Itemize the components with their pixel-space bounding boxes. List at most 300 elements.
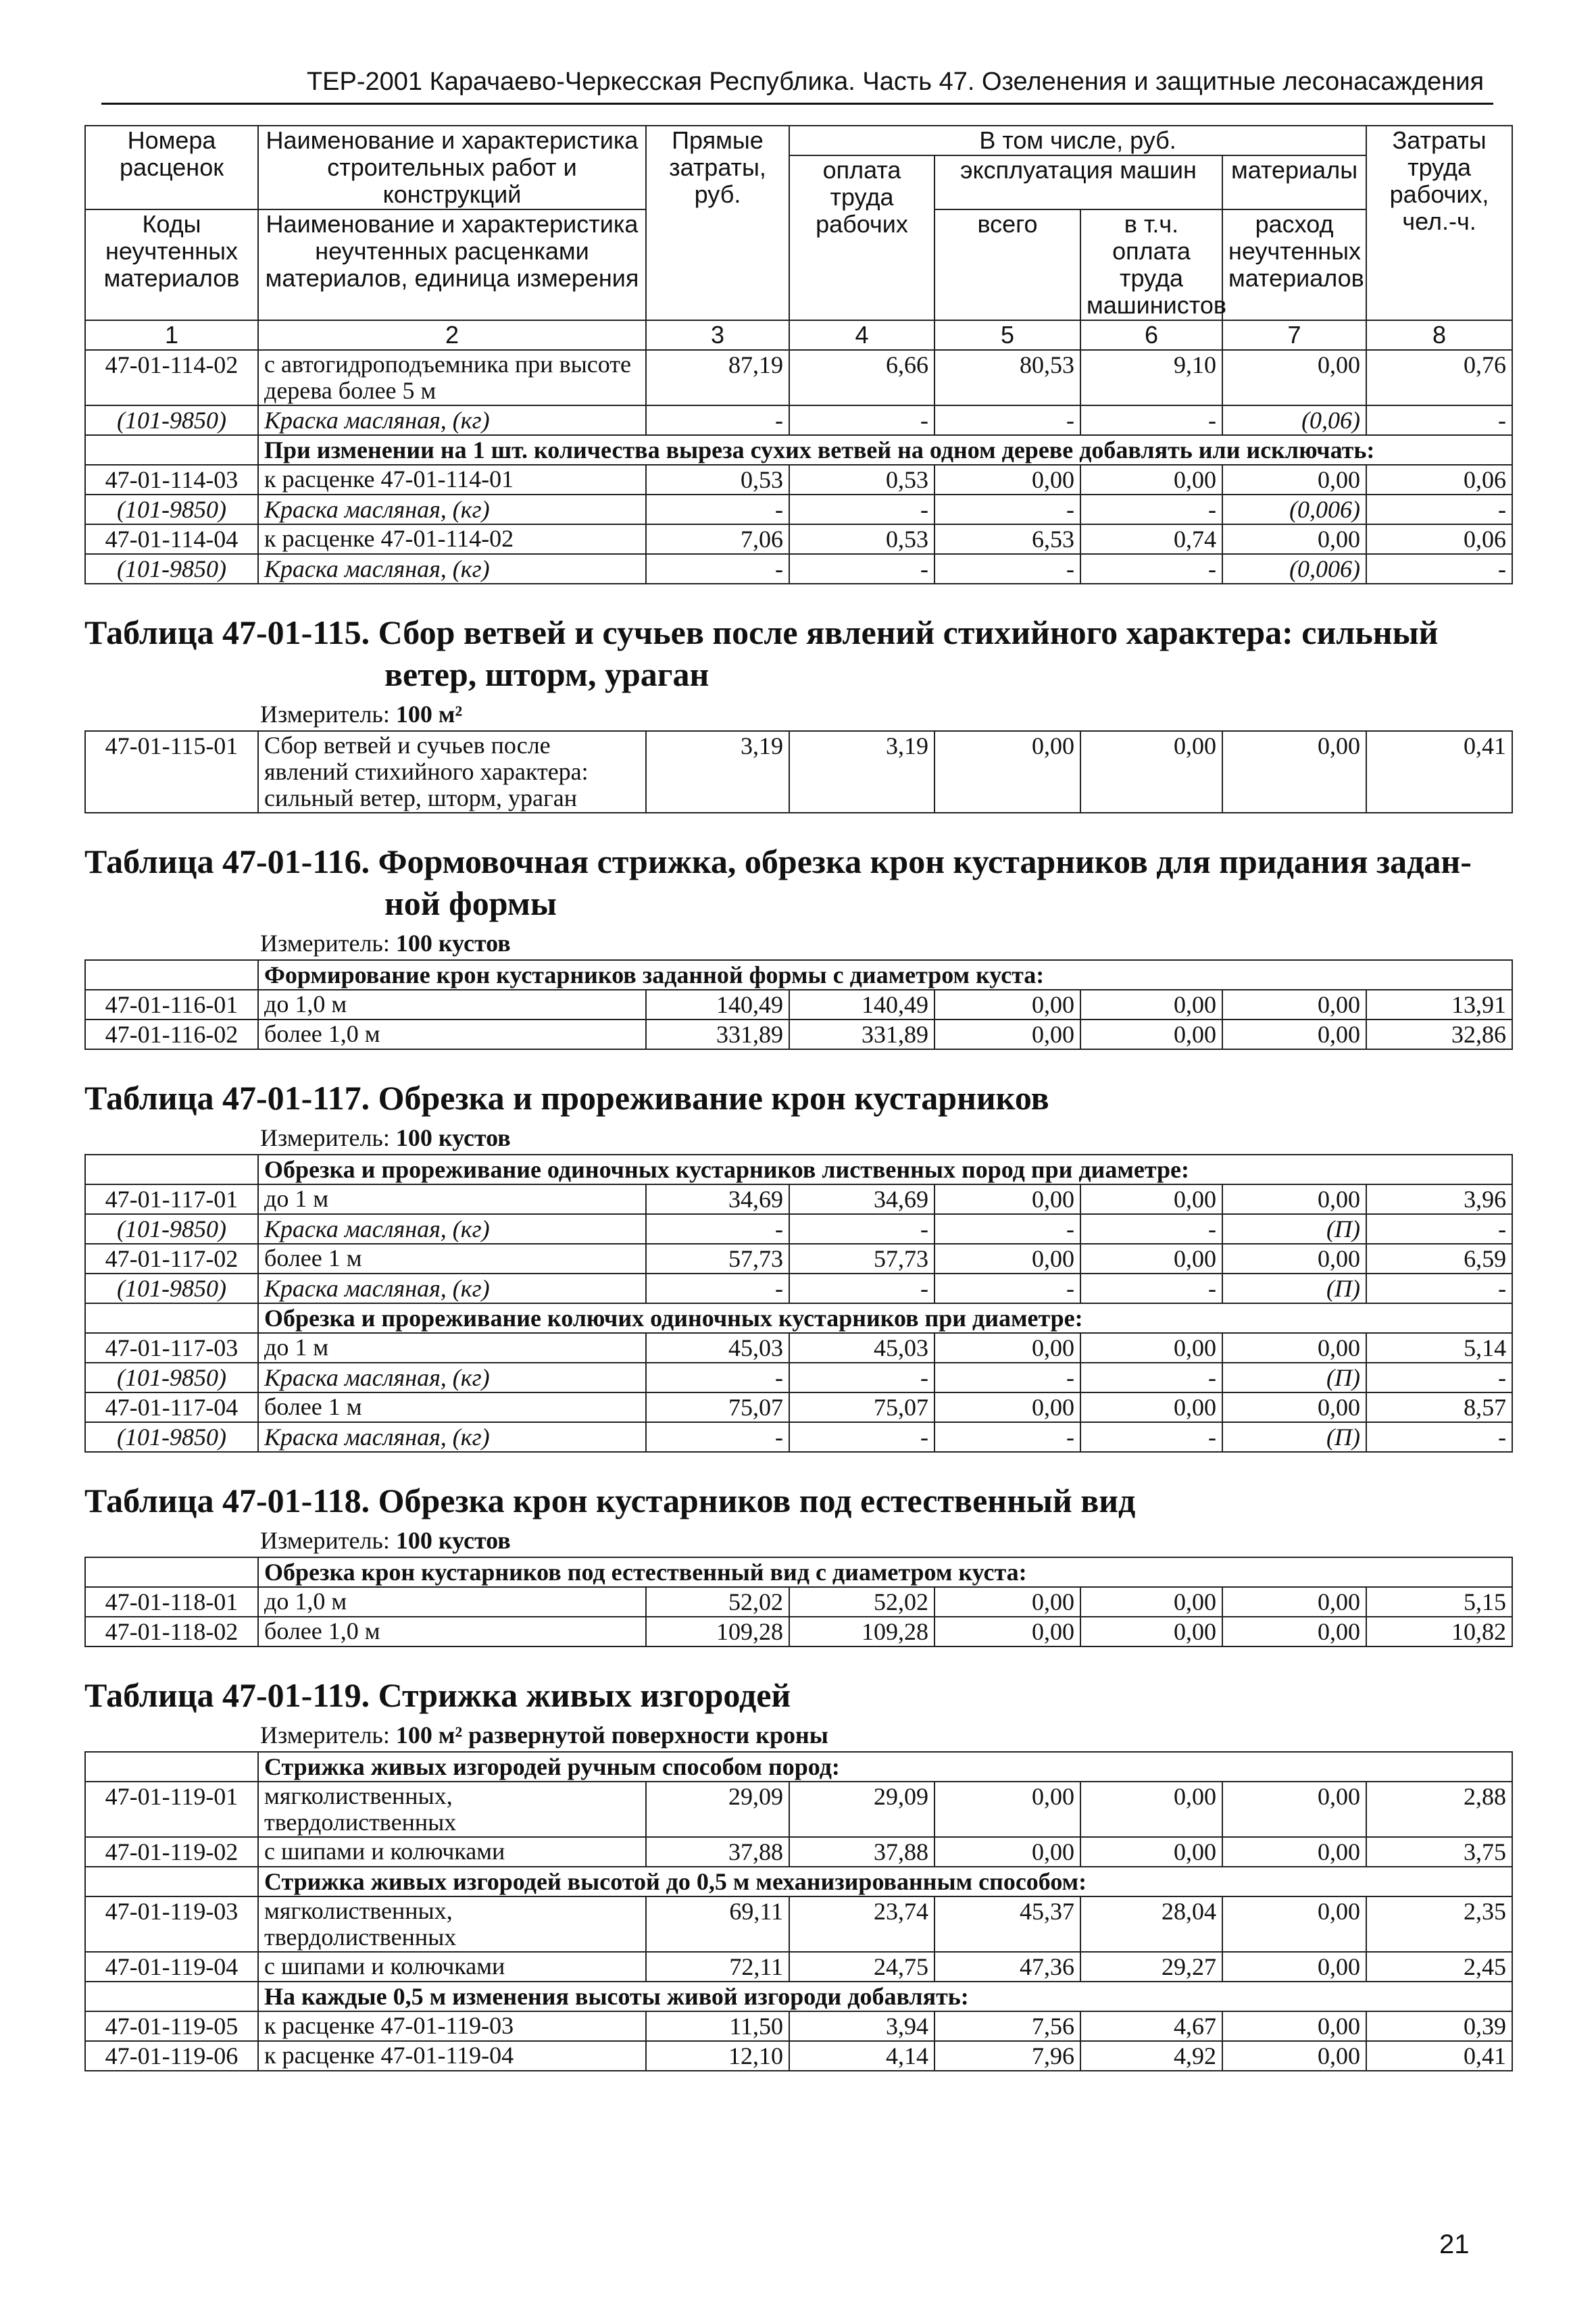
rate-value: 0,00 (1222, 1896, 1366, 1952)
material-value: - (1366, 1274, 1512, 1303)
rate-code: 47-01-114-04 (85, 524, 258, 554)
section-title (84, 840, 1512, 924)
rates-table-t118 (84, 1557, 1513, 1647)
rate-value: 57,73 (789, 1244, 934, 1274)
rate-value: 37,88 (789, 1837, 934, 1867)
rate-value: 0,00 (1080, 465, 1222, 495)
subheading-row (85, 1303, 1512, 1333)
rate-value: 11,50 (646, 2011, 789, 2041)
rate-value: 109,28 (789, 1617, 934, 1646)
rate-value: 80,53 (934, 350, 1080, 405)
rate-value: 87,19 (646, 350, 789, 405)
rate-value: 7,96 (934, 2041, 1080, 2071)
rate-code: 47-01-117-03 (85, 1333, 258, 1363)
rate-value: 0,00 (1222, 1392, 1366, 1422)
subheading-row (85, 1155, 1512, 1184)
material-value: - (1080, 1422, 1222, 1452)
material-value: (0,006) (1222, 554, 1366, 584)
rate-row (85, 1617, 1512, 1646)
rate-name: более 1,0 м (258, 1617, 646, 1646)
rate-value: 0,00 (1080, 1837, 1222, 1867)
rate-value: 0,00 (1222, 731, 1366, 813)
rate-value: 24,75 (789, 1952, 934, 1982)
material-value: - (934, 405, 1080, 435)
rate-value: 34,69 (646, 1184, 789, 1214)
rate-value: 3,75 (1366, 1837, 1512, 1867)
meter-line (84, 1720, 1512, 1750)
rate-value: 0,53 (789, 524, 934, 554)
material-value: - (1080, 554, 1222, 584)
rate-value: 0,74 (1080, 524, 1222, 554)
material-value: - (789, 1274, 934, 1303)
rate-value: 0,00 (1080, 1587, 1222, 1617)
col1-header-a: Номера расценок (120, 126, 224, 181)
subheading: Обрезка и прореживание колючих одиночных кустарников при диаметре: (258, 1303, 1512, 1333)
subheading-spacer (85, 435, 258, 465)
material-value: - (1080, 1274, 1222, 1303)
material-value: - (1366, 1214, 1512, 1244)
material-name: Краска масляная, (кг) (258, 1363, 646, 1392)
subheading-spacer (85, 1557, 258, 1587)
rate-value: 7,06 (646, 524, 789, 554)
rate-value: 47,36 (934, 1952, 1080, 1982)
rate-code: 47-01-119-01 (85, 1782, 258, 1837)
rates-table-t119 (84, 1751, 1513, 2071)
subheading-spacer (85, 1303, 258, 1333)
header-rule (101, 103, 1493, 105)
material-name: Краска масляная, (кг) (258, 495, 646, 524)
rate-value: 10,82 (1366, 1617, 1512, 1646)
material-row (85, 554, 1512, 584)
col2-header-a: Наименование и характеристика строительных работ и конструкций (266, 126, 639, 208)
column-number: 6 (1080, 320, 1222, 350)
rate-name: к расценке 47-01-119-03 (258, 2011, 646, 2041)
rates-table-top (84, 125, 1513, 584)
rates-table-t116 (84, 959, 1513, 1050)
rate-code: 47-01-116-02 (85, 1020, 258, 1049)
meter-line (84, 699, 1512, 729)
subheading: На каждые 0,5 м изменения высоты живой изгороди добавлять: (258, 1982, 1512, 2011)
rate-code: 47-01-117-01 (85, 1184, 258, 1214)
meter-label: Измеритель: (260, 701, 396, 728)
rate-value: 331,89 (646, 1020, 789, 1049)
rate-value: 0,00 (934, 1333, 1080, 1363)
rate-value: 29,09 (789, 1782, 934, 1837)
sections (84, 611, 1512, 2071)
material-value: (П) (1222, 1274, 1366, 1303)
column-number: 5 (934, 320, 1080, 350)
material-code: (101-9850) (85, 495, 258, 524)
material-value: - (1080, 405, 1222, 435)
rate-value: 0,00 (934, 1587, 1080, 1617)
rate-value: 0,06 (1366, 465, 1512, 495)
material-row (85, 1363, 1512, 1392)
rate-row (85, 731, 1512, 813)
rate-row (85, 1837, 1512, 1867)
rate-value: 23,74 (789, 1896, 934, 1952)
column-number: 3 (646, 320, 789, 350)
material-value: - (789, 1363, 934, 1392)
rate-value: 45,37 (934, 1896, 1080, 1952)
meter-value: 100 кустов (395, 1124, 511, 1151)
rate-value: 109,28 (646, 1617, 789, 1646)
subheading-row (85, 960, 1512, 990)
section-title-line1: Таблица 47-01-119. Стрижка живых изгородей (84, 1676, 791, 1714)
rate-name: до 1 м (258, 1333, 646, 1363)
material-value: - (1366, 495, 1512, 524)
rate-value: 0,00 (1222, 350, 1366, 405)
column-header-row (85, 126, 1512, 155)
rate-value: 0,00 (1222, 1020, 1366, 1049)
rate-value: 4,14 (789, 2041, 934, 2071)
rate-row (85, 1184, 1512, 1214)
rate-value: 0,00 (934, 1782, 1080, 1837)
material-value: - (1366, 554, 1512, 584)
rate-value: 75,07 (646, 1392, 789, 1422)
rate-name: более 1 м (258, 1392, 646, 1422)
col8-header: Затраты труда рабочих, чел.-ч. (1366, 126, 1512, 320)
rate-value: 0,00 (934, 1837, 1080, 1867)
rate-value: 140,49 (646, 990, 789, 1020)
rate-value: 34,69 (789, 1184, 934, 1214)
material-name: Краска масляная, (кг) (258, 1422, 646, 1452)
materials-header: материалы (1222, 155, 1366, 209)
material-value: - (789, 495, 934, 524)
rate-code: 47-01-115-01 (85, 731, 258, 813)
section-t117 (84, 1077, 1512, 1453)
rate-name: более 1 м (258, 1244, 646, 1274)
meter-label: Измеритель: (260, 1527, 396, 1554)
subheading-spacer (85, 1752, 258, 1782)
rate-name: мягколиственных, твердолиственных (258, 1896, 646, 1952)
rate-value: 140,49 (789, 990, 934, 1020)
material-value: - (646, 1422, 789, 1452)
rate-value: 32,86 (1366, 1020, 1512, 1049)
subheading: При изменении на 1 шт. количества выреза сухих ветвей на одном дереве добавлять или исключать: (258, 435, 1512, 465)
meter-label: Измеритель: (260, 1124, 396, 1151)
column-number: 2 (258, 320, 646, 350)
material-name: Краска масляная, (кг) (258, 1214, 646, 1244)
meter-value: 100 м² (395, 701, 463, 728)
rates-table-t115 (84, 730, 1513, 813)
material-code: (101-9850) (85, 1274, 258, 1303)
subheading: Стрижка живых изгородей ручным способом пород: (258, 1752, 1512, 1782)
subheading: Стрижка живых изгородей высотой до 0,5 м механизированным способом: (258, 1867, 1512, 1896)
rate-row (85, 1333, 1512, 1363)
rate-value: 6,53 (934, 524, 1080, 554)
section-title (84, 1674, 1512, 1716)
rate-value: 69,11 (646, 1896, 789, 1952)
section-title (84, 611, 1512, 695)
rate-value: 331,89 (789, 1020, 934, 1049)
section-t118 (84, 1480, 1512, 1647)
rate-value: 0,00 (1080, 1244, 1222, 1274)
rate-value: 0,00 (1080, 1333, 1222, 1363)
rate-value: 0,00 (934, 731, 1080, 813)
rate-value: 0,00 (1080, 1020, 1222, 1049)
material-row (85, 1422, 1512, 1452)
column-number-row (85, 320, 1512, 350)
rate-name: к расценке 47-01-114-02 (258, 524, 646, 554)
rate-value: 5,14 (1366, 1333, 1512, 1363)
rate-value: 0,00 (1222, 1837, 1366, 1867)
rate-value: 0,00 (1222, 2041, 1366, 2071)
material-value: - (789, 554, 934, 584)
material-value: - (934, 1214, 1080, 1244)
rate-value: 0,00 (934, 1184, 1080, 1214)
rate-value: 3,96 (1366, 1184, 1512, 1214)
rate-code: 47-01-119-03 (85, 1896, 258, 1952)
rate-code: 47-01-116-01 (85, 990, 258, 1020)
material-value: - (1080, 495, 1222, 524)
col1b-header: Коды неучтенных материалов (85, 209, 258, 320)
rate-value: 0,53 (789, 465, 934, 495)
section-title (84, 1077, 1512, 1119)
rate-name: более 1,0 м (258, 1020, 646, 1049)
rates-table-t117 (84, 1154, 1513, 1453)
rate-value: 0,00 (1222, 1617, 1366, 1646)
section-title-line2: ветер, шторм, ураган (384, 655, 709, 693)
material-value: - (646, 1363, 789, 1392)
material-value: (0,06) (1222, 405, 1366, 435)
rate-value: 6,59 (1366, 1244, 1512, 1274)
rate-row (85, 1587, 1512, 1617)
rate-name: с шипами и колючками (258, 1837, 646, 1867)
rate-value: 0,00 (934, 990, 1080, 1020)
rate-value: 29,09 (646, 1782, 789, 1837)
meter-value: 100 кустов (395, 930, 511, 957)
rate-value: 0,00 (1080, 1184, 1222, 1214)
material-name: Краска масляная, (кг) (258, 1274, 646, 1303)
rate-row (85, 1782, 1512, 1837)
subheading-spacer (85, 960, 258, 990)
material-code: (101-9850) (85, 1214, 258, 1244)
rate-code: 47-01-119-04 (85, 1952, 258, 1982)
rate-value: 0,00 (1080, 990, 1222, 1020)
material-code: (101-9850) (85, 554, 258, 584)
material-value: (П) (1222, 1422, 1366, 1452)
rate-value: 5,15 (1366, 1587, 1512, 1617)
material-value: - (934, 1363, 1080, 1392)
subheading-row (85, 1752, 1512, 1782)
rate-value: 0,00 (1080, 1617, 1222, 1646)
rate-row (85, 1244, 1512, 1274)
rate-value: 0,00 (1222, 990, 1366, 1020)
meter-label: Измеритель: (260, 930, 396, 957)
rate-value: 45,03 (646, 1333, 789, 1363)
meter-label: Измеритель: (260, 1721, 396, 1749)
section-title-line1: Таблица 47-01-115. Сбор ветвей и сучьев после явлений стихийного характера: сильный (84, 613, 1439, 651)
rate-value: 29,27 (1080, 1952, 1222, 1982)
col5-header: всего (934, 209, 1080, 320)
rate-code: 47-01-118-01 (85, 1587, 258, 1617)
rate-value: 0,00 (1222, 2011, 1366, 2041)
subheading-spacer (85, 1867, 258, 1896)
rate-value: 0,00 (1222, 524, 1366, 554)
rate-value: 0,00 (1080, 1782, 1222, 1837)
material-value: - (934, 1422, 1080, 1452)
column-number: 8 (1366, 320, 1512, 350)
rate-value: 0,00 (1080, 1392, 1222, 1422)
rate-row (85, 350, 1512, 405)
material-row (85, 495, 1512, 524)
document-body (84, 125, 1512, 2071)
section-t115 (84, 611, 1512, 813)
rate-value: 6,66 (789, 350, 934, 405)
rate-value: 0,00 (1222, 1333, 1366, 1363)
subheading-row (85, 1867, 1512, 1896)
rate-value: 0,00 (934, 465, 1080, 495)
column-number: 7 (1222, 320, 1366, 350)
material-value: - (646, 495, 789, 524)
rate-value: 8,57 (1366, 1392, 1512, 1422)
rate-value: 0,00 (1222, 1244, 1366, 1274)
col2b-header: Наименование и характеристика неучтенных расценками материалов, единица измерения (258, 209, 646, 320)
rate-value: 0,00 (1222, 1184, 1366, 1214)
rate-value: 7,56 (934, 2011, 1080, 2041)
material-value: - (646, 1214, 789, 1244)
rate-value: 52,02 (789, 1587, 934, 1617)
rate-value: 0,00 (1222, 1952, 1366, 1982)
rate-value: 0,53 (646, 465, 789, 495)
meter-value: 100 кустов (395, 1527, 511, 1554)
rate-value: 4,92 (1080, 2041, 1222, 2071)
rate-value: 0,00 (1222, 465, 1366, 495)
rate-value: 3,19 (789, 731, 934, 813)
subheading-row (85, 1557, 1512, 1587)
rate-name: Сбор ветвей и сучьев после явлений стихийного характера: сильный ветер, шторм, ураган (258, 731, 646, 813)
rate-value: 0,00 (1222, 1587, 1366, 1617)
material-value: - (789, 1214, 934, 1244)
rate-value: 3,94 (789, 2011, 934, 2041)
col3-header: Прямые затраты, руб. (646, 126, 789, 320)
material-value: - (646, 1274, 789, 1303)
machines-header: эксплуатация машин (934, 155, 1222, 209)
rate-row (85, 465, 1512, 495)
rate-name: к расценке 47-01-119-04 (258, 2041, 646, 2071)
section-title-line2: ной формы (384, 884, 557, 922)
rate-code: 47-01-117-04 (85, 1392, 258, 1422)
material-value: - (789, 1422, 934, 1452)
rate-name: мягколиственных, твердолиственных (258, 1782, 646, 1837)
rate-value: 57,73 (646, 1244, 789, 1274)
rate-name: с автогидроподъемника при высоте дерева более 5 м (258, 350, 646, 405)
rate-value: 12,10 (646, 2041, 789, 2071)
rate-row (85, 1392, 1512, 1422)
material-value: (0,006) (1222, 495, 1366, 524)
rate-code: 47-01-117-02 (85, 1244, 258, 1274)
meter-line (84, 1123, 1512, 1153)
section-t116 (84, 840, 1512, 1050)
material-name: Краска масляная, (кг) (258, 554, 646, 584)
rate-code: 47-01-119-06 (85, 2041, 258, 2071)
rate-row (85, 990, 1512, 1020)
material-code: (101-9850) (85, 1422, 258, 1452)
rate-value: 75,07 (789, 1392, 934, 1422)
rate-name: с шипами и колючками (258, 1952, 646, 1982)
material-value: - (646, 554, 789, 584)
rate-code: 47-01-118-02 (85, 1617, 258, 1646)
subheading-spacer (85, 1155, 258, 1184)
rate-value: 2,35 (1366, 1896, 1512, 1952)
subheading: Обрезка крон кустарников под естественный вид с диаметром куста: (258, 1557, 1512, 1587)
material-code: (101-9850) (85, 405, 258, 435)
rate-value: 0,00 (934, 1392, 1080, 1422)
rate-value: 28,04 (1080, 1896, 1222, 1952)
rate-row (85, 2041, 1512, 2071)
material-value: - (646, 405, 789, 435)
material-value: - (1080, 1363, 1222, 1392)
section-title (84, 1480, 1512, 1521)
section-t119 (84, 1674, 1512, 2071)
rate-name: до 1 м (258, 1184, 646, 1214)
col1-header (85, 126, 258, 209)
subheading: Формирование крон кустарников заданной формы с диаметром куста: (258, 960, 1512, 990)
rate-value: 37,88 (646, 1837, 789, 1867)
rate-value: 0,39 (1366, 2011, 1512, 2041)
rate-row (85, 1952, 1512, 1982)
material-name: Краска масляная, (кг) (258, 405, 646, 435)
material-value: - (1366, 405, 1512, 435)
material-value: - (1366, 1363, 1512, 1392)
rate-value: 0,00 (1080, 731, 1222, 813)
rate-row (85, 1896, 1512, 1952)
column-number: 1 (85, 320, 258, 350)
rate-name: к расценке 47-01-114-01 (258, 465, 646, 495)
material-value: - (934, 554, 1080, 584)
section-title-line1: Таблица 47-01-117. Обрезка и прореживание крон кустарников (84, 1079, 1049, 1117)
rate-value: 0,41 (1366, 2041, 1512, 2071)
rate-value: 0,41 (1366, 731, 1512, 813)
material-value: - (789, 405, 934, 435)
subheading-spacer (85, 1982, 258, 2011)
subheading-row (85, 435, 1512, 465)
col2-header (258, 126, 646, 209)
material-row (85, 405, 1512, 435)
col7-header: расход неучтенных материалов (1222, 209, 1366, 320)
rate-row (85, 524, 1512, 554)
rate-value: 0,00 (934, 1617, 1080, 1646)
rate-value: 0,00 (934, 1244, 1080, 1274)
rate-name: до 1,0 м (258, 1587, 646, 1617)
col4-header: оплата труда рабочих (789, 155, 934, 320)
rate-value: 0,00 (934, 1020, 1080, 1049)
subheading-row (85, 1982, 1512, 2011)
rate-row (85, 1020, 1512, 1049)
rate-value: 9,10 (1080, 350, 1222, 405)
rate-value: 2,88 (1366, 1782, 1512, 1837)
including-header: В том числе, руб. (789, 126, 1366, 155)
subheading: Обрезка и прореживание одиночных кустарников лиственных пород при диаметре: (258, 1155, 1512, 1184)
section-title-line1: Таблица 47-01-116. Формовочная стрижка, обрезка крон кустарников для придания задан- (84, 842, 1472, 880)
meter-line (84, 1526, 1512, 1555)
rate-row (85, 2011, 1512, 2041)
rate-value: 13,91 (1366, 990, 1512, 1020)
rate-code: 47-01-119-05 (85, 2011, 258, 2041)
col6-header: в т.ч. оплата труда машинистов (1080, 209, 1222, 320)
rate-value: 2,45 (1366, 1952, 1512, 1982)
meter-value: 100 м² развернутой поверхности кроны (395, 1721, 828, 1749)
page-header: ТЕР-2001 Карачаево-Черкесская Республика. Часть 47. Озеленения и защитные лесонасаждения (306, 68, 1485, 96)
section-title-line1: Таблица 47-01-118. Обрезка крон кустарников под естественный вид (84, 1482, 1136, 1519)
rate-value: 45,03 (789, 1333, 934, 1363)
rate-value: 0,06 (1366, 524, 1512, 554)
material-value: (П) (1222, 1214, 1366, 1244)
rate-value: 4,67 (1080, 2011, 1222, 2041)
material-row (85, 1274, 1512, 1303)
rate-code: 47-01-114-03 (85, 465, 258, 495)
material-value: - (1366, 1422, 1512, 1452)
